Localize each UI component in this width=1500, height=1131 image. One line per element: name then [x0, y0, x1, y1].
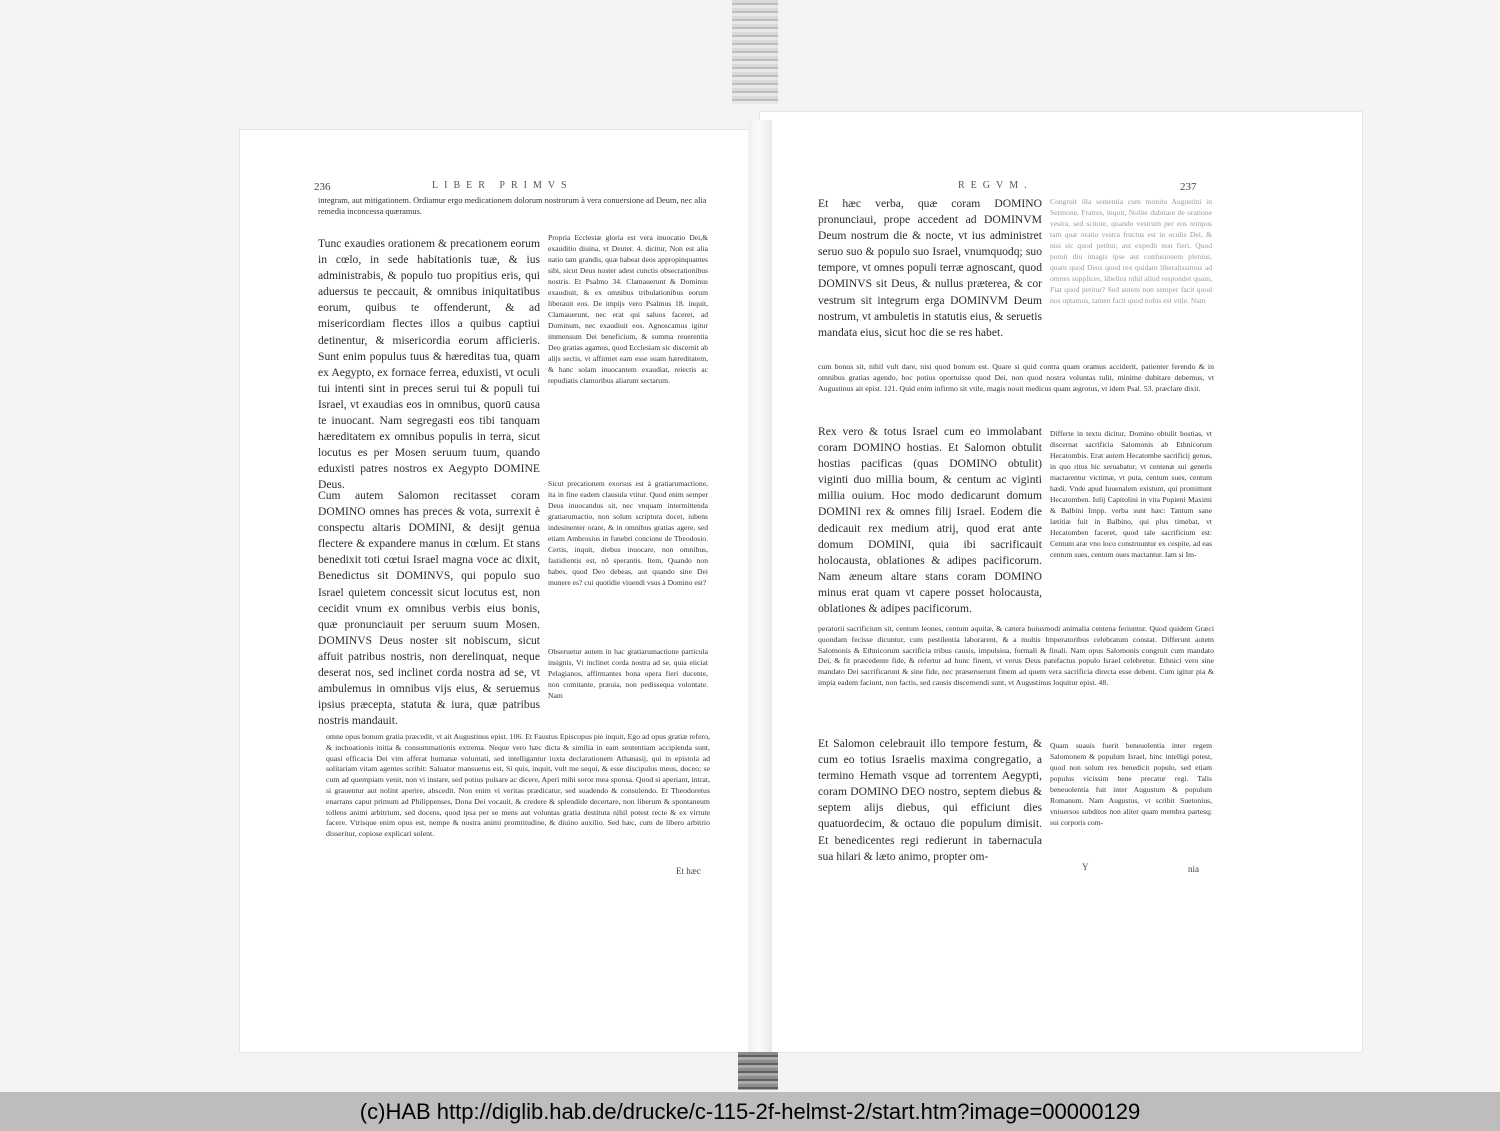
left-intro-text: integram, aut mitigationem. Ordiamur ergo medicationem dolorum nostrorum à vera conuersione ad Deum, nec alia remedia inconcessa quæramus.: [318, 196, 707, 216]
left-full-width-note: omne opus bonum gratia præcedit, vt ait Augustinus epist. 106. Et Faustus Episcopus pie inquit, Ego ad opus gratiæ refero, & inchoationis initia & consummationis extrema. Neque vero hæc dicta & similia in eam sententiam accipienda sunt, quasi efficacia Dei vim afferat humanæ voluntati, sed intelligantur iuxta declarationem Athanasij, qui in epistola ad solitariam vitam agentes scribit: Saluator mansuetus est, Si quis, inquit, vult me sequi, & esse discipulus meus, doceo; se cum ad quempiam venit, non vi instare, sed potius pulsare ac dicere, Aperi mihi soror mea sponsa. Quod si aperiant, intrat, si grauentur aut nolint aperire, abscedit. Non enim vi veritas prædicatur, sed suadendo & consulendo. Et Theodoretus enarrans caput primum ad Philippenses, Dona Dei vocauit, & credere & splendide decertare, non liberum & spontaneum tollens animi arbitrium, sed docens, quod ipsa per se mens aut voluntas gratia destituta nihil potest recte & ex virtute facere. Vtrisque enim opus est, nempe & nostra animi promtitudine, & diuino auxilio. Sed hæc, cum de libero arbitrio disseritur, copiose explicari solent.: [326, 732, 710, 839]
left-page-number: 236: [314, 181, 331, 193]
right-full-width-note-1: cum bonus sit, nihil vult dare, nisi quod bonum est. Quare si quid contra quam oramus acciderit, patienter ferendo & in omnibus gratias agendo, hoc potius oportuisse quod Dei, non quod nostra voluntas tulit, minime dubitare debemus, vt Augustinus ait epist. 121. Quid enim infirmo sit vtile, magis nouit medicus quam ægrotus, vt idem Psal. 53. præclare dixit.: [818, 362, 1214, 393]
right-running-head: REGVM.: [958, 180, 1033, 191]
left-marginal-note-2: Sicut precationem exorsus est à gratiarumactione, ita in fine eadem clausula vtitur. Quod enim semper Deus inuocandus sit, nec vnquam intermittenda gratiarumactio, non solum scriptura docet, iubens indesinenter orare, & in omnibus gratias agere, sed etiam Ambrosius in funebri concione de Theodosio. Certis, inquit, diebus inuocare, non omnibus, fastidientis est, nō sperantis. Item, Quando non habes, quod Deo debeas, aut quando sine Dei munere es? cui quotidie viuendi vsus à Domino est?: [548, 479, 708, 587]
copyright-text: (c)HAB http://diglib.hab.de/drucke/c-115-2f-helmst-2/start.htm?image=00000129: [359, 1098, 1141, 1124]
left-marginal-note-3: Obseruetur autem in hac gratiarumactione particula insignis, Vt inclinet corda nostra ad se, quia eiiciat Pelagianos, affirmantes bona opera fieri ducente, non comitante, præuia, non pedissequa volontate. Nam: [548, 647, 708, 700]
right-full-width-note-2: peratorii sacrificium sit, centum leones, centum aquilæ, & cætera huiusmodi animalia centena feriuntur. Quod quidem Græci quondam fecisse dicuntur, cum pestilentia laborarent, & a multis Imperatoribus celebratum constat. Differunt autem Salomonis & Ethnicorum sacrificia tribus causis, impulsiua, formali & finali. Nam opus Salomonis congruit cum mandato Dei, & fit præcedente fide, & refertur ad hunc finem, vt verus Deus patefactus populo Israel celebretur. Ethnici vero sine mandato Dei sacrificarunt & sine fide, nec præseruerunt finem ad quem vera sacrificia directa esse debent. Cum igitur pia & impia eadem faciunt, non factis, sed causis discernendi sunt, vt Augustinus loquitur epist. 48.: [818, 624, 1214, 687]
left-catchword: Et hæc: [676, 866, 701, 876]
copyright-footer: [0, 1092, 1500, 1131]
right-catchword: nia: [1188, 864, 1199, 874]
left-marginal-note-1: Propria Ecclesiæ gloria est vera inuocatio Dei,& exauditio diuina, vt Deuter. 4. dicitur, Non est alia natio tam grandis, quæ habeat deos appropinquantes sibi, sicut Deus noster adest cunctis obsecrationibus nostris. Et Psalmo 34. Clamauerunt & Dominus exaudiuit, & ex omnibus tribulationibus eorum liberauit eos. De impijs vero Psalmus 18. inquit, Clamauerunt, nec erat qui saluos faceret, ad Dominum, nec exaudiuit eos. Agnoscamus igitur immensum Dei beneficium, & summa reuerentia Deo gratias agamus, quod Ecclesiam sic discernit ab alijs sectis, vt affirmet eam esse suam hæreditatem, & hanc solam inuocantem exaudiat, reiectis ac repudiatis clamoribus aliarum sectarum.: [548, 233, 708, 385]
right-main-paragraph-3: Et Salomon celebrauit illo tempore festum, & cum eo totius Israelis maxima congregatio, a termino Hemath vsque ad torrentem Aegypti, coram DOMINO DEO nostro, septem diebus & septem alijs diebus, qui efficiunt dies quatuordecim, & octauo die populum dimisit. Et benedicentes regi redierunt in tabernacula sua hilari & læto animo, propter om-: [818, 737, 1042, 863]
right-main-paragraph-1: Et hæc verba, quæ coram DOMINO pronunciaui, prope accedent ad DOMINVM Deum nostrum die & nocte, vt ius administret seruo suo & populo suo Israel, vnumquodq; suo tempore, vt omnes populi terræ agnoscant, quod DOMINVS sit Deus, & nullus præterea, & cor vestrum sit integrum erga DOMINVM Deum nostrum, vt ambuletis in statutis eius, & seruetis mandata eius, sicut hoc die se res habet.: [818, 197, 1042, 339]
right-page-number: 237: [1180, 181, 1197, 193]
left-running-head: LIBER PRIMVS: [432, 180, 573, 191]
binding-clip-top: [732, 0, 778, 104]
right-marginal-note-3: Quam suauis fuerit beneuolentia inter regem Salomonem & populum Israel, hinc intelligi potest, quod non solum rex benedicit populo, sed etiam populus vicissim bene precatur regi. Talis beneuolentia fuit inter Augustum & populum Romanum. Nam Augustus, vt scribit Suetonius, vniuersos subditos non aliter quam membra partesq; sui corporis com-: [1050, 741, 1212, 827]
left-main-paragraph-2: Cum autem Salomon recitasset coram DOMINO omnes has preces & vota, surrexit è conspectu altaris DOMINI, & desijt genua flectere & expandere manus in cœlum. Et stans benedixit toti cœtui Israel magna voce ac dixit, Benedictus sit DOMINVS, qui populo suo Israel quietem concessit sicut locutus est, non cecidit vnum ex omnibus verbis eius bonis, quæ pronunciauit per seruum suum Mosen. DOMINVS Deus noster sit nobiscum, sicut affuit patribus nostris, non derelinquat, neque deserat nos, sed inclinet corda nostra ad se, vt ambulemus in omnibus vijs eius, & seruemus ipsius præcepta, statuta & iura, quæ patribus nostris mandauit.: [318, 489, 540, 728]
right-marginal-note-2: Differte in textu dicitur, Domino obtulit hostias, vt discernat sacrificia Salomonis ab Ethnicorum Hecatombis. Erat autem Hecatombe sacrificij genus, in quo ritus hic seruabatur, vt centenæ sui generis mactarentur victimæ, vt puta, centum sues, centum hædi. Vnde apud Iuuenalem existunt, qui promittunt Hecatomben. Iulij Capitolini in vita Pupieni Maximi & Balbini Impp. verba sunt hæc: Tantum sane lætitiæ fuit in Balbino, qui plus timebat, vt Hecatomben faceret, quod tale sacrificium est: Centum aræ vno loco construuntur ex cespite, ad eas centum sues, centum oues mactantur. Iam si Im-: [1050, 429, 1212, 559]
page-gutter: [748, 120, 772, 1060]
binding-clip-bottom: [738, 1052, 778, 1090]
right-main-paragraph-2: Rex vero & totus Israel cum eo immolabant coram DOMINO hostias. Et Salomon obtulit hostias pacificas (quas DOMINO obtulit) viginti duo millia boum, & centum ac viginti millia ouium. Hoc modo dedicarunt domum DOMINI rex & omnes filij Israel. Eodem die dedicauit rex medium atrij, quod erat ante domum DOMINI, quia ibi sacrificauit holocausta, oblationes & adipes pacificorum. Nam æneum altare stans coram DOMINO minus erat quam vt capere posset holocausta, oblationes & adipes pacificorum.: [818, 425, 1042, 616]
right-marginal-note-1: Congruit illa sententia cum monitu Augustini in Sermone, Fratres, inquit, Nolite dubitare de oratione vestra, sed scitote, quando vestrum per eos tempus tam quæ oratio vestra fructus est in oculis Dei, & nisi sic quod petitur, aut expedit non fieri. Quod potuit diu imagis ipse aut confusionem plenius, quam quod Deus quod rex quidam liberalissimus ad omnes supplices, libellos nihil aliud respondet quam, Fiat quod petitur? Sed autem non semper facit quod nos optamus, tamen facit quod nobis est vtile. Nam: [1050, 197, 1212, 305]
signature-mark: Y: [1082, 862, 1089, 872]
left-main-paragraph-1: Tunc exaudies orationem & precationem eorum in cœlo, in sede habitationis tuæ, & ius administrabis, & populo tuo propitius eris, qui aduersus te peccauit, & omnibus iniquitatibus eorum, quibus te offenderunt, & ad misericordiam flectes illos a quibus captiui detinentur, & misericordia eorum afficieris. Sunt enim populus tuus & hæreditas tua, quam ex Aegypto, ex fornace ferrea, eduxisti, vt oculi tui intenti sint in preces serui tui & populi tui Israel, vt exaudias eos in omnibus, quorū causa te inuocant. Nam segregasti eos tibi tanquam hæreditatem ex omnibus populis in terra, sicut locutus es per Mosen seruum tuum, quando eduxisti patres nostros ex Aegypto DOMINE Deus.: [318, 237, 540, 492]
